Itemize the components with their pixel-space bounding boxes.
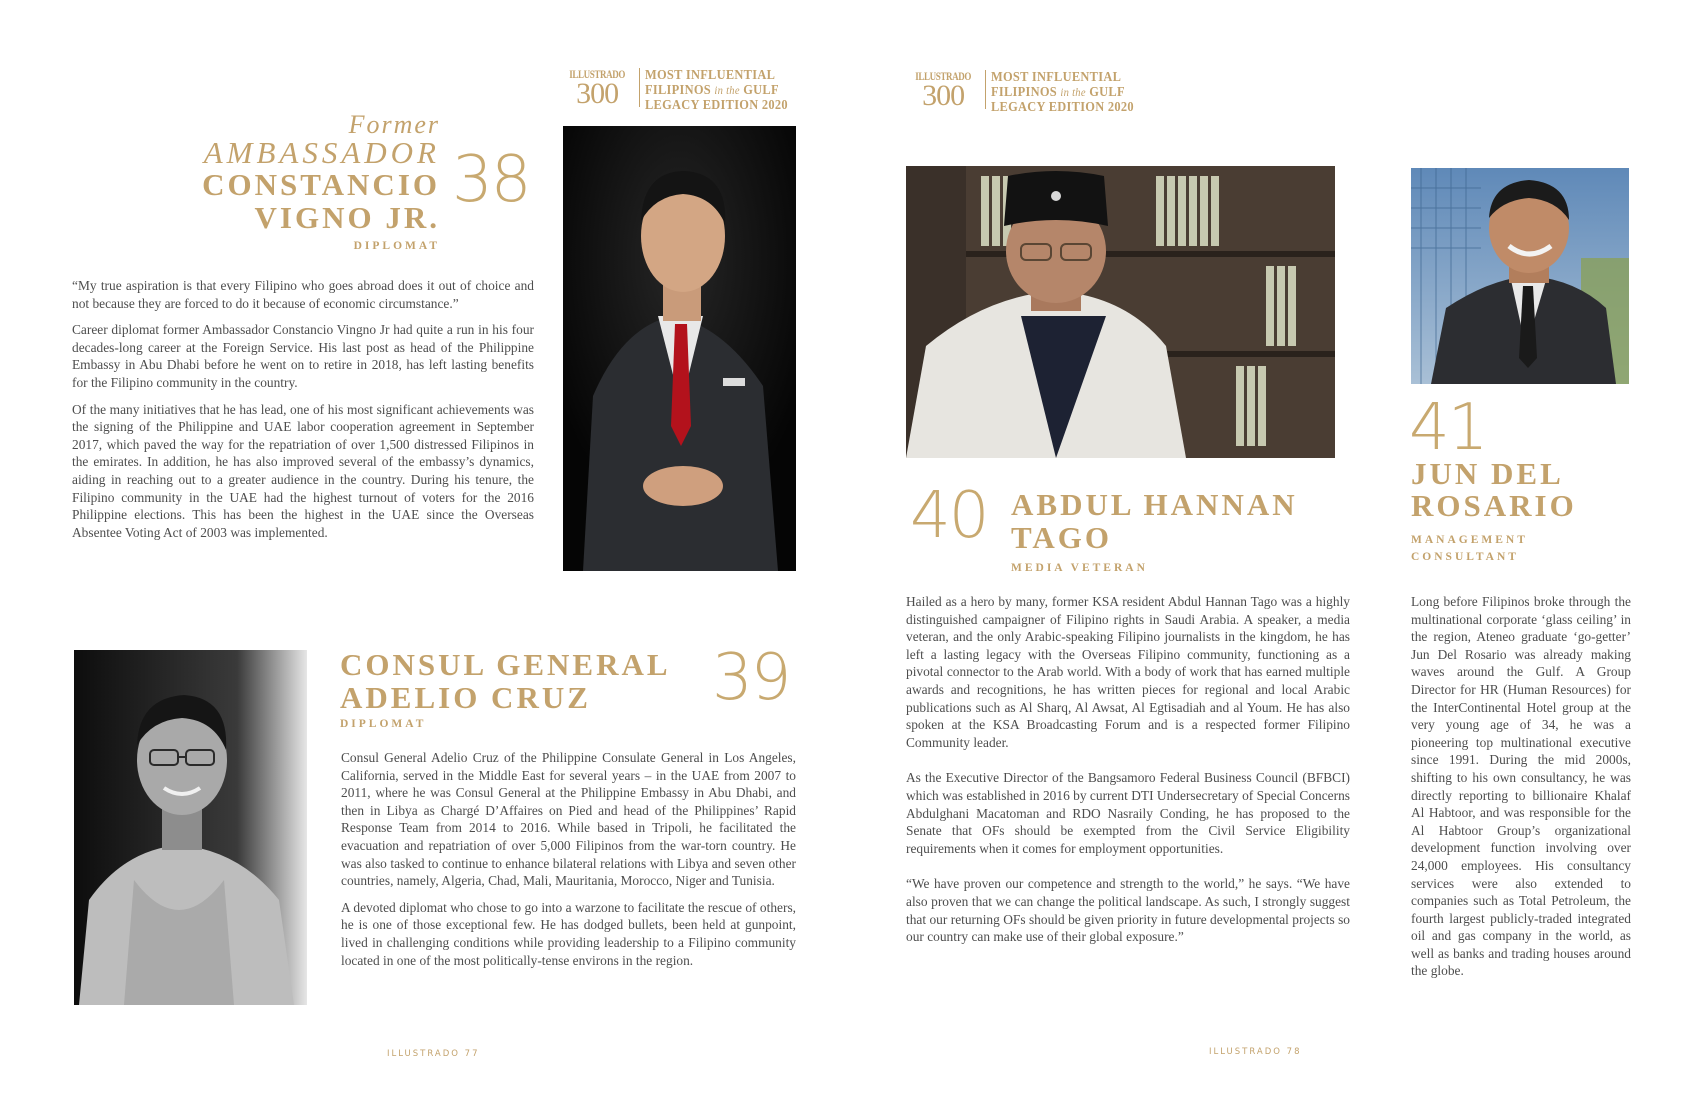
profile-39-body [341,749,796,978]
profile-40-name-line2: TAGO [1011,520,1112,555]
profile-40-quote: “We have proven our competence and strength to the world,” he says. “We have also proven that we can change the political landscape. As such, I strongly suggest that our returning OFs should be given priority in future developmental projects so our country can make use of their global exposure.” [906,876,1350,945]
profile-40-body [906,593,1350,955]
profile-39-name-line1: CONSUL GENERAL [340,647,671,682]
portrait-consul-image [74,650,307,1005]
masthead-line3: LEGACY EDITION 2020 [645,97,789,112]
masthead-brand: ILLUSTRADO [915,69,972,83]
masthead-number: 300 [922,79,965,112]
masthead-line2: FILIPINOS in the GULF [645,81,780,97]
masthead-number: 300 [576,77,619,110]
profile-39-role: DIPLOMAT [340,718,427,730]
profile-39-heading [340,648,700,730]
profile-40-number: 40 [910,479,988,553]
profile-40-paragraph: As the Executive Director of the Bangsamoro Federal Business Council (BFBCI) which was established in 2016 by current DTI Undersecretary of Special Concerns Abdulghani Macatoman and RDO Nasraily Conding, he has proposed to the Senate that OFs should be exempted from the Civil Service Eligibility requirements when it comes for employment opportunities. [906,770,1350,856]
profile-41-name-line1: JUN DEL [1411,456,1564,491]
profile-38-quote: “My true aspiration is that every Filipino who goes abroad does it out of choice and not because they are forced to do it because of economic circumstance.” [72,278,534,311]
profile-41-number: 41 [1409,391,1487,465]
profile-39-paragraph: A devoted diplomat who chose to go into a warzone to facilitate the rescue of others, he is one of those exceptional few. He has dodged bullets, been held at gunpoint, lived in challenging conditions while providing leadership to a Filipino community located in one of the most politically-tense environs in the region. [341,899,796,968]
profile-40-paragraph: Hailed as a hero by many, former KSA resident Abdul Hannan Tago was a highly distinguished campaigner of Filipino rights in Saudi Arabia. A speaker, a media veteran, and the only Arabic-speaking Filipino journalists in the kingdom, he has left a lasting legacy with the Overseas Filipino community, functioning as a pivotal connector to the Arab world. With a body of work that has earned multiple awards and recognitions, he has written pieces for regional and local Arabic publications such as Al Sharq, Al Awsat, Al Egtisadiah and al Youm. He has also spoken at the KSA Broadcasting Forum and is a respected former Filipino Community leader. [906,594,1350,750]
profile-41-role-line1: MANAGEMENT [1411,534,1528,546]
profile-39-number: 39 [712,641,790,715]
profile-38-name-line1: CONSTANCIO [202,167,440,202]
masthead-logo [560,67,640,110]
profile-40-role: MEDIA VETERAN [1011,562,1148,574]
profile-38-role: DIPLOMAT [353,240,440,252]
masthead-brand: ILLUSTRADO [569,67,626,81]
profile-40-photo [906,166,1335,458]
profile-39-paragraph: Consul General Adelio Cruz of the Philippine Consulate General in Los Angeles, California, served in the Middle East for several years – in the UAE from 2007 to 2011, where he was Consul General at the Philippine Embassy in Abu Dhabi, and then in Libya as Chargé D’Affaires on Pied and head of the Philippines’ Rapid Response Team from 2014 to 2016. While based in Tripoli, he facilitated the evacuation and repatriation of over 5,000 Filipinos from the war-torn country. He was also tasked to continue to enhance bilateral relations with Libya and seven other countries, namely, Algeria, Chad, Mali, Mauritania, Morocco, Niger and Tunisia. [341,750,796,889]
masthead-line3: LEGACY EDITION 2020 [991,99,1135,114]
profile-39-name-line2: ADELIO CRUZ [340,680,591,715]
masthead-line1: MOST INFLUENTIAL [991,69,1122,84]
masthead-logo [906,69,986,112]
profile-41-body [1411,593,1631,989]
profile-38-photo [563,126,796,571]
portrait-ambassador-image [563,126,796,571]
profile-39-photo [74,650,307,1005]
masthead-right [906,70,1147,115]
profile-38-paragraph: Career diplomat former Ambassador Constancio Vingno Jr had quite a run in his four decades-long career at the Foreign Service. His last post as head of the Philippine Embassy in Abu Dhabi before he went on to retire in 2018, has left lasting benefits for the Filipino community in the country. [72,322,534,390]
masthead-line1: MOST INFLUENTIAL [645,67,776,82]
profile-40-heading [1011,488,1351,574]
profile-41-photo [1411,168,1629,384]
page-number-left: ILLUSTRADO 77 [387,1049,480,1059]
profile-38-body [72,277,534,550]
page-number-right: ILLUSTRADO 78 [1209,1047,1302,1057]
portrait-media-veteran-image [906,166,1335,458]
profile-38-name-line2: VIGNO JR. [254,200,440,235]
profile-38-number: 38 [452,143,530,217]
profile-41-heading [1411,458,1651,566]
masthead-line2: FILIPINOS in the GULF [991,83,1126,99]
masthead-lines [645,68,788,113]
profile-41-name-line2: ROSARIO [1411,488,1577,523]
profile-41-role-line2: CONSULTANT [1411,551,1519,563]
profile-38-paragraph: Of the many initiatives that he has lead, one of his most significant achievements was the signing of the Philippine and UAE labor cooperation agreement in September 2017, which paved the way for the repatriation of over 1,500 distressed Filipinos in the emirates. In addition, he has also improved several of the embassy’s dynamics, aiding in reaching out to a greater audience in the country. During his tenure, the Filipino community in the UAE had the highest turnout of voters for the 2016 Philippine elections. This has been the highest in the UAE since the Overseas Absentee Voting Act of 2003 was implemented. [72,401,534,540]
masthead-lines [991,70,1134,115]
portrait-consultant-image [1411,168,1629,384]
profile-38-prefix: Former [348,110,440,139]
profile-40-name-line1: ABDUL HANNAN [1011,487,1298,522]
masthead-left [560,68,801,113]
profile-41-paragraph: Long before Filipinos broke through the multinational corporate ‘glass ceiling’ in the region, Ateneo graduate ‘go-getter’ Jun Del Rosario was already making waves around the Gulf. A Group Director for HR (Human Resources) for the InterContinental Hotel group at the very young age of 34, he was a pioneering top multinational executive since 1991. During the mid 2000s, shifting to his own consultancy, he was directly reporting to billionaire Khalaf Al Habtoor, and was responsible for the Al Habtoor Group’s organizational development function involving over 24,000 employees. His consultancy services were also extended to companies such as Total Petroleum, the fourth largest publicly-traded integrated oil and gas company in the world, as well as banks and trading houses around the globe. [1411,594,1631,979]
profile-38-heading [150,112,440,252]
profile-38-title: AMBASSADOR [203,135,440,170]
